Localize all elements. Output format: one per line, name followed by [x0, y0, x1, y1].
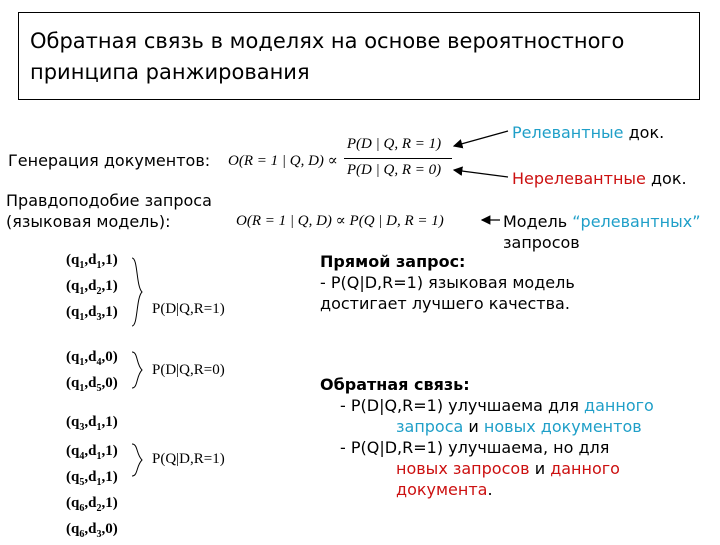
pair-row: $(q_4,d_1,1)$ [66, 443, 118, 462]
feedback-block [320, 374, 715, 500]
pairs-group-4 [66, 441, 118, 545]
direct-query-line-1: - P(Q|D,R=1) языковая модель [320, 273, 575, 292]
query-likelihood-line-2: (языковая модель): [6, 212, 171, 231]
nonrelevant-word: Нерелевантные [512, 169, 646, 188]
relevant-suffix: док. [623, 123, 665, 142]
generation-formula-denominator: P(D | Q, R = 0) [346, 162, 442, 178]
brace-group-4 [132, 444, 142, 476]
title-line-2: принципа ранжирования [30, 60, 310, 84]
feedback-line-1: - P(D|Q,R=1) улучшаема для данного [340, 396, 654, 415]
feedback-line-3: - P(Q|D,R=1) улучшаема, но для [340, 438, 610, 457]
brace-group-1 [132, 258, 142, 326]
brace-group-2 [132, 352, 142, 388]
pairs-group-1 [66, 250, 118, 328]
group-4-label: P(Q|D,R=1) [152, 451, 225, 467]
pairs-group-3 [66, 412, 118, 438]
feedback-line-4: новых запросов и данного [396, 459, 620, 478]
group-1-label: P(D|Q,R=1) [152, 301, 225, 317]
pair-row: $(q_1,d_2,1)$ [66, 278, 118, 297]
arrow-nonrelevant [454, 170, 508, 177]
group-2-label: P(D|Q,R=0) [152, 362, 225, 378]
direct-query-block [320, 251, 575, 314]
query-likelihood-formula: O(R = 1 | Q, D) ∝ P(Q | D, R = 1) [236, 213, 444, 229]
pair-row: $(q_6,d_3,0)$ [66, 521, 118, 540]
relevant-word: Релевантные [512, 123, 624, 142]
query-likelihood-line-1: Правдоподобие запроса [6, 191, 212, 210]
generation-formula-lhs: O(R = 1 | Q, D) ∝ [228, 153, 338, 169]
generation-label: Генерация документов: [8, 151, 211, 170]
title-line-1: Обратная связь в моделях на основе вероятностного [30, 29, 625, 53]
feedback-heading: Обратная связь: [320, 375, 470, 394]
pairs-group-2 [66, 347, 118, 399]
direct-query-heading: Прямой запрос: [320, 252, 466, 271]
nonrelevant-suffix: док. [645, 169, 687, 188]
generation-formula-numerator: P(D | Q, R = 1) [346, 136, 442, 152]
pair-row: $(q_1,d_4,0)$ [66, 349, 118, 368]
arrow-relevant [454, 131, 508, 146]
pair-row: $(q_6,d_2,1)$ [66, 495, 118, 514]
feedback-line-2: запроса и новых документов [396, 417, 642, 436]
feedback-line-5: документа. [396, 480, 493, 499]
pair-row: $(q_3,d_1,1)$ [66, 414, 118, 433]
model-quoted: “релевантных” [572, 212, 701, 231]
pair-row: $(q_1,d_5,0)$ [66, 375, 118, 394]
pair-row: $(q_1,d_1,1)$ [66, 252, 118, 271]
model-line-2: запросов [503, 233, 580, 252]
direct-query-line-2: достигает лучшего качества. [320, 294, 570, 313]
pair-row: $(q_1,d_3,1)$ [66, 304, 118, 323]
pair-row: $(q_5,d_1,1)$ [66, 469, 118, 488]
model-prefix: Модель [503, 212, 573, 231]
